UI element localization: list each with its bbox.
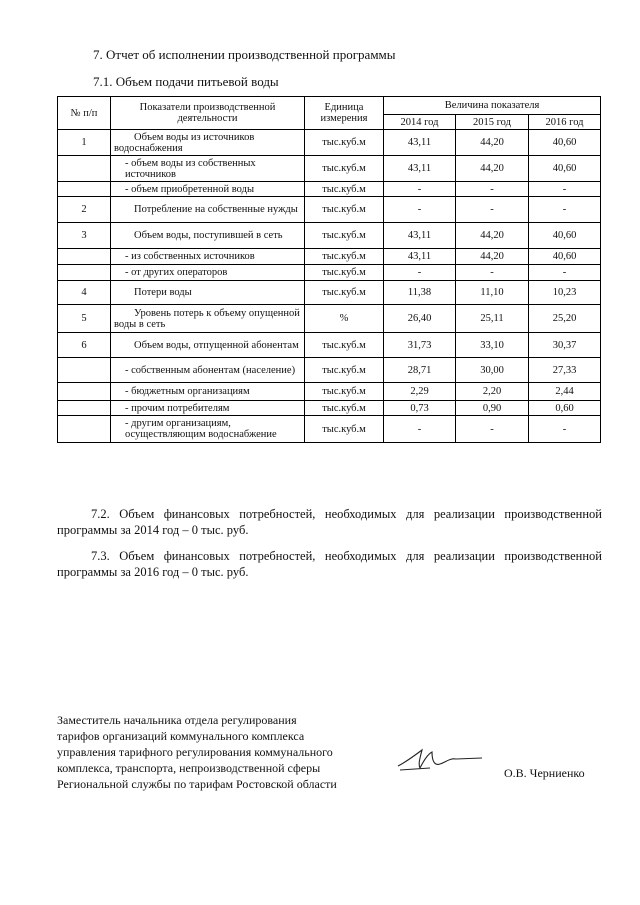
header-year-2016: 2016 год	[529, 115, 601, 130]
row-unit: тыс.куб.м	[305, 265, 384, 281]
signatory-name: О.В. Черниенко	[504, 766, 585, 780]
row-value: 27,33	[529, 358, 601, 383]
header-year-2014: 2014 год	[384, 115, 456, 130]
row-unit: тыс.куб.м	[305, 358, 384, 383]
row-value: -	[456, 182, 529, 197]
row-number: 4	[58, 281, 111, 305]
table-row	[58, 416, 601, 443]
table-row	[58, 305, 601, 333]
row-indicator: - из собственных источников	[111, 249, 305, 265]
signatory-line: тарифов организаций коммунального комплекса	[57, 729, 305, 743]
row-indicator: - прочим потребителям	[111, 401, 305, 416]
row-value: -	[384, 197, 456, 223]
row-value: -	[529, 265, 601, 281]
paragraph-7-2: 7.2. Объем финансовых потребностей, необходимых для реализации производственной программы за 2014 год – 0 тыс. руб.	[57, 507, 602, 537]
row-number	[58, 401, 111, 416]
row-value: 0,60	[529, 401, 601, 416]
row-value: 30,00	[456, 358, 529, 383]
row-number: 2	[58, 197, 111, 223]
row-value: 43,11	[384, 223, 456, 249]
row-indicator: Объем воды из источников водоснабжения	[111, 130, 305, 156]
signatory-line: управления тарифного регулирования коммунального	[57, 745, 333, 759]
row-value: 28,71	[384, 358, 456, 383]
row-value: 44,20	[456, 156, 529, 182]
row-unit: тыс.куб.м	[305, 156, 384, 182]
row-indicator: Объем воды, поступившей в сеть	[111, 223, 305, 249]
row-indicator: - другим организациям, осуществляющим водоснабжение	[111, 416, 305, 443]
row-number	[58, 358, 111, 383]
row-value: 33,10	[456, 333, 529, 358]
row-indicator: - бюджетным организациям	[111, 383, 305, 401]
row-unit: тыс.куб.м	[305, 383, 384, 401]
row-indicator: Уровень потерь к объему опущенной воды в сеть	[111, 305, 305, 333]
row-indicator: - объем воды из собственных источников	[111, 156, 305, 182]
table-body	[58, 97, 601, 443]
row-value: 43,11	[384, 130, 456, 156]
row-value: 44,20	[456, 130, 529, 156]
row-number: 1	[58, 130, 111, 156]
row-value: 43,11	[384, 249, 456, 265]
row-unit: тыс.куб.м	[305, 223, 384, 249]
table-row	[58, 358, 601, 383]
row-unit: тыс.куб.м	[305, 197, 384, 223]
table-row	[58, 249, 601, 265]
table-row	[58, 265, 601, 281]
signatory-line: Региональной службы по тарифам Ростовской области	[57, 777, 337, 791]
signatory-position	[57, 712, 387, 792]
row-number	[58, 383, 111, 401]
row-indicator: - объем приобретенной воды	[111, 182, 305, 197]
row-indicator: - от других операторов	[111, 265, 305, 281]
row-number: 5	[58, 305, 111, 333]
row-value: 31,73	[384, 333, 456, 358]
table-row	[58, 156, 601, 182]
row-value: -	[529, 416, 601, 443]
row-indicator: - собственным абонентам (население)	[111, 358, 305, 383]
row-value: 44,20	[456, 249, 529, 265]
signatory-line: комплекса, транспорта, непроизводственной сферы	[57, 761, 321, 775]
row-value: 44,20	[456, 223, 529, 249]
subsection-title: 7.1. Объем подачи питьевой воды	[93, 74, 279, 89]
row-number	[58, 249, 111, 265]
table-row	[58, 182, 601, 197]
row-value: 0,90	[456, 401, 529, 416]
row-indicator: Объем воды, отпущенной абонентам	[111, 333, 305, 358]
row-unit: тыс.куб.м	[305, 416, 384, 443]
table-row	[58, 281, 601, 305]
table-row	[58, 333, 601, 358]
row-value: 0,73	[384, 401, 456, 416]
row-indicator: Потребление на собственные нужды	[111, 197, 305, 223]
header-num: № п/п	[58, 97, 111, 130]
header-value-group: Величина показателя	[384, 97, 601, 115]
row-value: 40,60	[529, 223, 601, 249]
header-unit: Единица измерения	[305, 97, 384, 130]
section-title: 7. Отчет об исполнении производственной программы	[93, 47, 396, 62]
table-row	[58, 130, 601, 156]
row-value: 30,37	[529, 333, 601, 358]
signatory-line: Заместитель начальника отдела регулирования	[57, 713, 297, 727]
row-value: 40,60	[529, 130, 601, 156]
row-value: 11,10	[456, 281, 529, 305]
row-value: -	[456, 265, 529, 281]
row-value: 25,11	[456, 305, 529, 333]
handwritten-signature	[396, 744, 486, 774]
row-unit: тыс.куб.м	[305, 249, 384, 265]
row-value: 2,29	[384, 383, 456, 401]
row-number	[58, 416, 111, 443]
row-unit: тыс.куб.м	[305, 401, 384, 416]
row-value: -	[384, 265, 456, 281]
row-value: 40,60	[529, 156, 601, 182]
row-value: 26,40	[384, 305, 456, 333]
table-row	[58, 223, 601, 249]
row-value: 2,44	[529, 383, 601, 401]
row-number	[58, 265, 111, 281]
row-value: -	[384, 416, 456, 443]
row-number	[58, 156, 111, 182]
paragraph-7-3: 7.3. Объем финансовых потребностей, необходимых для реализации производственной программы за 2016 год – 0 тыс. руб.	[57, 549, 602, 579]
row-indicator: Потери воды	[111, 281, 305, 305]
row-unit: тыс.куб.м	[305, 281, 384, 305]
table-row	[58, 401, 601, 416]
row-value: 11,38	[384, 281, 456, 305]
production-table	[57, 96, 601, 443]
row-value: 2,20	[456, 383, 529, 401]
row-number: 3	[58, 223, 111, 249]
row-unit: тыс.куб.м	[305, 182, 384, 197]
row-unit: %	[305, 305, 384, 333]
row-value: -	[529, 197, 601, 223]
row-value: 25,20	[529, 305, 601, 333]
row-value: -	[456, 416, 529, 443]
row-number: 6	[58, 333, 111, 358]
row-value: 40,60	[529, 249, 601, 265]
row-value: -	[456, 197, 529, 223]
table-row	[58, 383, 601, 401]
row-number	[58, 182, 111, 197]
table-row	[58, 197, 601, 223]
row-unit: тыс.куб.м	[305, 130, 384, 156]
row-value: -	[529, 182, 601, 197]
row-value: -	[384, 182, 456, 197]
header-year-2015: 2015 год	[456, 115, 529, 130]
row-value: 10,23	[529, 281, 601, 305]
row-unit: тыс.куб.м	[305, 333, 384, 358]
row-value: 43,11	[384, 156, 456, 182]
header-indicator: Показатели производственной деятельности	[111, 97, 305, 130]
